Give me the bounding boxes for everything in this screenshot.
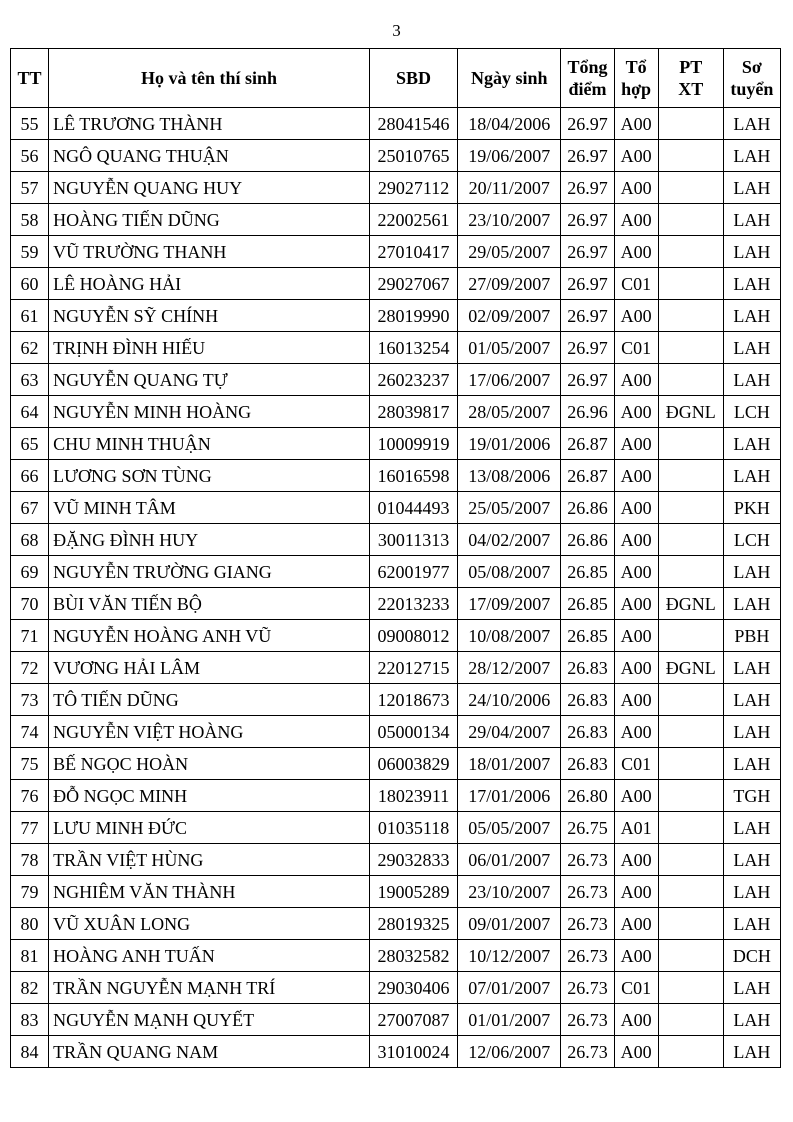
cell-score: 26.97 (561, 140, 614, 172)
header-name: Họ và tên thí sinh (49, 49, 370, 108)
header-score (561, 49, 614, 108)
cell-combo: A00 (614, 364, 658, 396)
cell-sbd: 28039817 (369, 396, 457, 428)
table-row (11, 652, 781, 684)
table-row (11, 492, 781, 524)
cell-pt (658, 620, 723, 652)
cell-tt: 66 (11, 460, 49, 492)
cell-pt (658, 268, 723, 300)
table-row (11, 236, 781, 268)
cell-sbd: 62001977 (369, 556, 457, 588)
cell-score: 26.73 (561, 876, 614, 908)
table-row (11, 268, 781, 300)
candidate-results-table (10, 48, 781, 1068)
cell-dob: 18/04/2006 (458, 108, 561, 140)
cell-st: PBH (723, 620, 780, 652)
cell-combo: A00 (614, 524, 658, 556)
cell-combo: A00 (614, 492, 658, 524)
header-score-line1: Tổng (567, 57, 608, 77)
table-row (11, 844, 781, 876)
table-row (11, 204, 781, 236)
table-body (11, 108, 781, 1068)
cell-score: 26.73 (561, 1036, 614, 1068)
cell-sbd: 16016598 (369, 460, 457, 492)
table-row (11, 172, 781, 204)
cell-score: 26.83 (561, 652, 614, 684)
cell-pt (658, 108, 723, 140)
table-row (11, 1036, 781, 1068)
cell-name: ĐỖ NGỌC MINH (49, 780, 370, 812)
cell-sbd: 28019990 (369, 300, 457, 332)
table-row (11, 908, 781, 940)
cell-st: LAH (723, 364, 780, 396)
cell-combo: A00 (614, 204, 658, 236)
cell-st: LAH (723, 236, 780, 268)
cell-tt: 72 (11, 652, 49, 684)
header-st-line2: tuyển (730, 79, 774, 99)
cell-pt: ĐGNL (658, 396, 723, 428)
cell-tt: 69 (11, 556, 49, 588)
cell-pt (658, 908, 723, 940)
cell-name: VŨ MINH TÂM (49, 492, 370, 524)
table-row (11, 620, 781, 652)
cell-tt: 82 (11, 972, 49, 1004)
cell-score: 26.75 (561, 812, 614, 844)
cell-sbd: 29027067 (369, 268, 457, 300)
cell-name: HOÀNG TIẾN DŨNG (49, 204, 370, 236)
cell-score: 26.97 (561, 204, 614, 236)
cell-score: 26.73 (561, 844, 614, 876)
cell-tt: 81 (11, 940, 49, 972)
cell-score: 26.96 (561, 396, 614, 428)
table-row (11, 780, 781, 812)
cell-sbd: 19005289 (369, 876, 457, 908)
header-combo (614, 49, 658, 108)
cell-name: NGÔ QUANG THUẬN (49, 140, 370, 172)
cell-pt: ĐGNL (658, 588, 723, 620)
cell-pt (658, 844, 723, 876)
cell-sbd: 26023237 (369, 364, 457, 396)
cell-name: TRẦN VIỆT HÙNG (49, 844, 370, 876)
cell-tt: 57 (11, 172, 49, 204)
table-row (11, 396, 781, 428)
cell-pt (658, 332, 723, 364)
cell-dob: 01/05/2007 (458, 332, 561, 364)
cell-st: LAH (723, 332, 780, 364)
cell-name: ĐẶNG ĐÌNH HUY (49, 524, 370, 556)
cell-combo: A00 (614, 652, 658, 684)
cell-dob: 19/06/2007 (458, 140, 561, 172)
cell-dob: 05/08/2007 (458, 556, 561, 588)
cell-combo: A00 (614, 716, 658, 748)
cell-dob: 23/10/2007 (458, 204, 561, 236)
cell-name: NGUYỄN MINH HOÀNG (49, 396, 370, 428)
table-row (11, 140, 781, 172)
cell-dob: 28/12/2007 (458, 652, 561, 684)
cell-tt: 79 (11, 876, 49, 908)
header-sbd: SBD (369, 49, 457, 108)
cell-tt: 55 (11, 108, 49, 140)
cell-dob: 10/08/2007 (458, 620, 561, 652)
cell-pt (658, 460, 723, 492)
table-row (11, 940, 781, 972)
header-combo-line2: hợp (621, 79, 652, 99)
cell-combo: A01 (614, 812, 658, 844)
cell-sbd: 12018673 (369, 684, 457, 716)
cell-sbd: 29027112 (369, 172, 457, 204)
table-row (11, 524, 781, 556)
cell-sbd: 16013254 (369, 332, 457, 364)
cell-pt (658, 236, 723, 268)
cell-st: LAH (723, 268, 780, 300)
header-dob: Ngày sinh (458, 49, 561, 108)
header-st-line1: Sơ (741, 57, 762, 77)
cell-st: LAH (723, 1036, 780, 1068)
cell-combo: A00 (614, 108, 658, 140)
cell-tt: 77 (11, 812, 49, 844)
cell-sbd: 10009919 (369, 428, 457, 460)
cell-st: LAH (723, 748, 780, 780)
cell-pt (658, 428, 723, 460)
cell-dob: 12/06/2007 (458, 1036, 561, 1068)
cell-tt: 68 (11, 524, 49, 556)
header-tt: TT (11, 49, 49, 108)
cell-st: LAH (723, 588, 780, 620)
cell-name: NGUYỄN VIỆT HOÀNG (49, 716, 370, 748)
cell-sbd: 05000134 (369, 716, 457, 748)
cell-dob: 24/10/2006 (458, 684, 561, 716)
cell-sbd: 22012715 (369, 652, 457, 684)
cell-dob: 29/04/2007 (458, 716, 561, 748)
cell-st: LAH (723, 908, 780, 940)
cell-combo: A00 (614, 908, 658, 940)
cell-score: 26.83 (561, 716, 614, 748)
cell-pt (658, 140, 723, 172)
cell-tt: 62 (11, 332, 49, 364)
cell-sbd: 01035118 (369, 812, 457, 844)
cell-score: 26.97 (561, 236, 614, 268)
cell-score: 26.86 (561, 492, 614, 524)
table-header (11, 49, 781, 108)
cell-name: TRẦN NGUYỄN MẠNH TRÍ (49, 972, 370, 1004)
cell-score: 26.83 (561, 684, 614, 716)
cell-combo: A00 (614, 684, 658, 716)
cell-combo: A00 (614, 588, 658, 620)
cell-pt (658, 204, 723, 236)
cell-dob: 07/01/2007 (458, 972, 561, 1004)
cell-name: NGUYỄN HOÀNG ANH VŨ (49, 620, 370, 652)
cell-name: NGUYỄN QUANG TỰ (49, 364, 370, 396)
cell-combo: A00 (614, 300, 658, 332)
table-row (11, 556, 781, 588)
cell-name: NGUYỄN SỸ CHÍNH (49, 300, 370, 332)
cell-pt (658, 780, 723, 812)
cell-sbd: 29032833 (369, 844, 457, 876)
cell-pt (658, 1004, 723, 1036)
cell-combo: A00 (614, 940, 658, 972)
cell-combo: A00 (614, 780, 658, 812)
cell-tt: 83 (11, 1004, 49, 1036)
cell-tt: 84 (11, 1036, 49, 1068)
cell-tt: 64 (11, 396, 49, 428)
cell-score: 26.97 (561, 172, 614, 204)
cell-st: LAH (723, 204, 780, 236)
cell-score: 26.73 (561, 972, 614, 1004)
cell-dob: 25/05/2007 (458, 492, 561, 524)
cell-dob: 06/01/2007 (458, 844, 561, 876)
cell-dob: 19/01/2006 (458, 428, 561, 460)
cell-name: VŨ TRƯỜNG THANH (49, 236, 370, 268)
cell-combo: A00 (614, 556, 658, 588)
cell-tt: 65 (11, 428, 49, 460)
cell-dob: 04/02/2007 (458, 524, 561, 556)
cell-pt (658, 364, 723, 396)
table-row (11, 332, 781, 364)
cell-score: 26.97 (561, 108, 614, 140)
cell-dob: 02/09/2007 (458, 300, 561, 332)
cell-combo: A00 (614, 140, 658, 172)
cell-st: LAH (723, 140, 780, 172)
cell-score: 26.87 (561, 428, 614, 460)
cell-pt (658, 492, 723, 524)
table-row (11, 716, 781, 748)
cell-tt: 56 (11, 140, 49, 172)
cell-sbd: 29030406 (369, 972, 457, 1004)
cell-pt (658, 684, 723, 716)
cell-dob: 09/01/2007 (458, 908, 561, 940)
cell-name: LƯƠNG SƠN TÙNG (49, 460, 370, 492)
table-row (11, 588, 781, 620)
cell-sbd: 28041546 (369, 108, 457, 140)
table-row (11, 300, 781, 332)
cell-score: 26.85 (561, 620, 614, 652)
cell-st: LAH (723, 428, 780, 460)
cell-pt (658, 300, 723, 332)
cell-score: 26.73 (561, 1004, 614, 1036)
cell-name: LÊ HOÀNG HẢI (49, 268, 370, 300)
cell-sbd: 28032582 (369, 940, 457, 972)
cell-dob: 05/05/2007 (458, 812, 561, 844)
cell-name: TÔ TIẾN DŨNG (49, 684, 370, 716)
cell-dob: 17/01/2006 (458, 780, 561, 812)
cell-st: DCH (723, 940, 780, 972)
cell-pt (658, 716, 723, 748)
cell-st: TGH (723, 780, 780, 812)
header-row (11, 49, 781, 108)
table-row (11, 1004, 781, 1036)
cell-st: LAH (723, 716, 780, 748)
cell-name: HOÀNG ANH TUẤN (49, 940, 370, 972)
cell-combo: A00 (614, 460, 658, 492)
cell-sbd: 28019325 (369, 908, 457, 940)
cell-st: LCH (723, 524, 780, 556)
cell-dob: 17/09/2007 (458, 588, 561, 620)
cell-score: 26.73 (561, 908, 614, 940)
cell-score: 26.86 (561, 524, 614, 556)
cell-st: LAH (723, 972, 780, 1004)
cell-pt (658, 940, 723, 972)
page-number: 3 (392, 21, 401, 40)
table-row (11, 428, 781, 460)
cell-pt (658, 524, 723, 556)
cell-pt (658, 748, 723, 780)
cell-tt: 63 (11, 364, 49, 396)
cell-sbd: 01044493 (369, 492, 457, 524)
header-st (723, 49, 780, 108)
cell-score: 26.97 (561, 332, 614, 364)
cell-dob: 28/05/2007 (458, 396, 561, 428)
cell-name: BÙI VĂN TIẾN BỘ (49, 588, 370, 620)
cell-combo: C01 (614, 748, 658, 780)
cell-sbd: 30011313 (369, 524, 457, 556)
cell-st: LAH (723, 684, 780, 716)
cell-tt: 75 (11, 748, 49, 780)
cell-score: 26.73 (561, 940, 614, 972)
cell-sbd: 06003829 (369, 748, 457, 780)
cell-st: PKH (723, 492, 780, 524)
cell-tt: 78 (11, 844, 49, 876)
cell-sbd: 22002561 (369, 204, 457, 236)
cell-sbd: 25010765 (369, 140, 457, 172)
cell-combo: A00 (614, 844, 658, 876)
cell-combo: A00 (614, 172, 658, 204)
cell-score: 26.87 (561, 460, 614, 492)
cell-pt (658, 1036, 723, 1068)
cell-name: TRỊNH ĐÌNH HIẾU (49, 332, 370, 364)
cell-tt: 76 (11, 780, 49, 812)
cell-pt (658, 556, 723, 588)
cell-tt: 59 (11, 236, 49, 268)
table-row (11, 364, 781, 396)
cell-name: LƯU MINH ĐỨC (49, 812, 370, 844)
cell-st: LAH (723, 172, 780, 204)
header-score-line2: điểm (568, 79, 607, 99)
cell-st: LAH (723, 812, 780, 844)
table-row (11, 812, 781, 844)
cell-score: 26.85 (561, 588, 614, 620)
cell-combo: A00 (614, 876, 658, 908)
cell-combo: A00 (614, 236, 658, 268)
cell-combo: C01 (614, 268, 658, 300)
cell-dob: 01/01/2007 (458, 1004, 561, 1036)
cell-combo: A00 (614, 620, 658, 652)
cell-st: LAH (723, 844, 780, 876)
table-row (11, 684, 781, 716)
cell-st: LAH (723, 460, 780, 492)
header-pt-line1: PT (679, 57, 703, 77)
cell-name: NGUYỄN MẠNH QUYẾT (49, 1004, 370, 1036)
cell-tt: 61 (11, 300, 49, 332)
cell-combo: A00 (614, 428, 658, 460)
cell-tt: 80 (11, 908, 49, 940)
cell-dob: 17/06/2007 (458, 364, 561, 396)
table-row (11, 460, 781, 492)
cell-pt (658, 972, 723, 1004)
cell-name: BẾ NGỌC HOÀN (49, 748, 370, 780)
cell-sbd: 27007087 (369, 1004, 457, 1036)
cell-dob: 18/01/2007 (458, 748, 561, 780)
table-row (11, 108, 781, 140)
table-row (11, 748, 781, 780)
cell-score: 26.97 (561, 364, 614, 396)
cell-sbd: 09008012 (369, 620, 457, 652)
cell-tt: 67 (11, 492, 49, 524)
cell-dob: 13/08/2006 (458, 460, 561, 492)
cell-combo: A00 (614, 1004, 658, 1036)
table-row (11, 876, 781, 908)
cell-pt (658, 812, 723, 844)
cell-pt (658, 172, 723, 204)
cell-score: 26.80 (561, 780, 614, 812)
cell-tt: 60 (11, 268, 49, 300)
cell-dob: 23/10/2007 (458, 876, 561, 908)
header-pt-line2: XT (678, 79, 704, 99)
header-pt (658, 49, 723, 108)
cell-name: CHU MINH THUẬN (49, 428, 370, 460)
table-row (11, 972, 781, 1004)
cell-tt: 71 (11, 620, 49, 652)
cell-score: 26.97 (561, 268, 614, 300)
cell-name: VŨ XUÂN LONG (49, 908, 370, 940)
cell-tt: 74 (11, 716, 49, 748)
cell-score: 26.85 (561, 556, 614, 588)
cell-combo: A00 (614, 1036, 658, 1068)
cell-tt: 70 (11, 588, 49, 620)
cell-sbd: 27010417 (369, 236, 457, 268)
cell-dob: 27/09/2007 (458, 268, 561, 300)
cell-st: LAH (723, 108, 780, 140)
cell-name: VƯƠNG HẢI LÂM (49, 652, 370, 684)
cell-name: NGHIÊM VĂN THÀNH (49, 876, 370, 908)
cell-tt: 58 (11, 204, 49, 236)
cell-combo: C01 (614, 972, 658, 1004)
cell-dob: 29/05/2007 (458, 236, 561, 268)
cell-name: NGUYỄN TRƯỜNG GIANG (49, 556, 370, 588)
cell-st: LAH (723, 1004, 780, 1036)
cell-dob: 10/12/2007 (458, 940, 561, 972)
cell-sbd: 18023911 (369, 780, 457, 812)
cell-pt (658, 876, 723, 908)
cell-score: 26.83 (561, 748, 614, 780)
cell-tt: 73 (11, 684, 49, 716)
cell-combo: A00 (614, 396, 658, 428)
cell-name: TRẦN QUANG NAM (49, 1036, 370, 1068)
cell-combo: C01 (614, 332, 658, 364)
cell-st: LCH (723, 396, 780, 428)
cell-sbd: 31010024 (369, 1036, 457, 1068)
cell-score: 26.97 (561, 300, 614, 332)
cell-name: LÊ TRƯƠNG THÀNH (49, 108, 370, 140)
cell-st: LAH (723, 300, 780, 332)
cell-st: LAH (723, 556, 780, 588)
cell-dob: 20/11/2007 (458, 172, 561, 204)
cell-pt: ĐGNL (658, 652, 723, 684)
cell-st: LAH (723, 876, 780, 908)
cell-name: NGUYỄN QUANG HUY (49, 172, 370, 204)
header-combo-line1: Tổ (625, 57, 647, 77)
cell-sbd: 22013233 (369, 588, 457, 620)
cell-st: LAH (723, 652, 780, 684)
